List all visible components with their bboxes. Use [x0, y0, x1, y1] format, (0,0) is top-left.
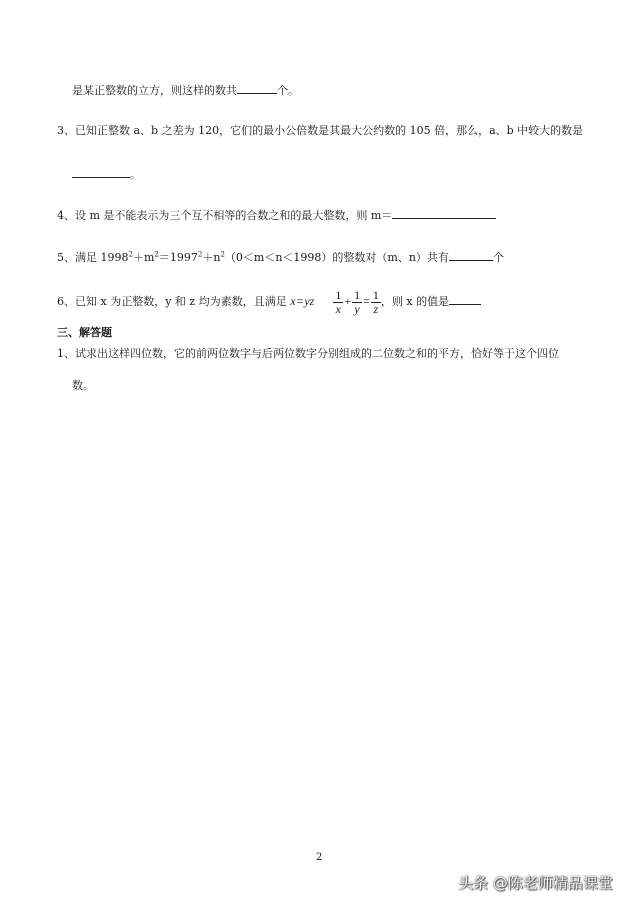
question-text-part: ＋m [132, 251, 155, 264]
question-suffix: 个。 [277, 84, 299, 97]
question-4 [57, 207, 496, 223]
question-text: 是某正整数的立方，则这样的数共 [72, 84, 237, 97]
equation-variable-x: x [290, 294, 296, 308]
answer-blank [392, 207, 496, 219]
numerator: 1 [372, 287, 379, 302]
question-text: 4、设 m 是不能表示为三个互不相等的合数之和的最大整数，则 m＝ [57, 209, 393, 222]
numerator: 1 [335, 287, 342, 302]
exponent: 2 [197, 250, 203, 259]
question-suffix: ，则 x 的值是 [380, 295, 450, 308]
fraction-one-over-z [371, 289, 381, 316]
equation-equals: = [296, 294, 304, 308]
fraction-one-over-y [352, 289, 362, 316]
question-5 [57, 249, 504, 265]
question-text: 数。 [72, 379, 94, 392]
question-3-answer-line [72, 166, 141, 182]
denominator: z [373, 301, 379, 316]
question-text-part: ＋n [202, 251, 221, 264]
answer-blank [449, 293, 481, 305]
equals-sign: = [363, 294, 370, 308]
question-7 [57, 347, 559, 361]
question-7-continuation [72, 379, 94, 393]
denominator: y [354, 301, 360, 316]
exponent: 2 [128, 250, 133, 259]
question-6 [57, 286, 481, 317]
question-text: 6、已知 x 为正整数，y 和 z 均为素数，且满足 [57, 295, 287, 308]
question-text: 3、已知正整数 a、b 之差为 120，它们的最小公倍数是其最大公约数的 105 倍，那么，a、b 中较大的数是 [57, 124, 584, 137]
question-text: 1、试求出这样四位数，它的前两位数字与后两位数字分别组成的二位数之和的平方，恰好等于这个四位 [57, 347, 559, 360]
numerator: 1 [354, 287, 361, 302]
plus-sign: + [344, 294, 352, 308]
fraction-one-over-x [333, 289, 343, 316]
denominator: x [335, 301, 341, 316]
question-text-part: 5、满足 1998 [57, 251, 129, 264]
exponent: 2 [220, 250, 225, 259]
answer-blank [72, 166, 130, 178]
equation-variable-yz: yz [304, 294, 315, 308]
question-2-continuation [72, 82, 299, 98]
section-heading: 三、解答题 [57, 326, 112, 339]
question-text-part: （0＜m＜n＜1998）的整数对（m、n）共有 [224, 251, 449, 264]
question-suffix: 个 [492, 251, 504, 264]
question-text-part: ＝1997 [158, 251, 198, 264]
watermark: 头条 @陈老师精品课堂 [458, 874, 613, 892]
question-suffix: 。 [130, 168, 141, 181]
exponent: 2 [154, 250, 159, 259]
page-number: 2 [316, 852, 323, 863]
question-3 [57, 124, 583, 138]
answer-blank [449, 249, 493, 261]
answer-blank [237, 82, 277, 94]
